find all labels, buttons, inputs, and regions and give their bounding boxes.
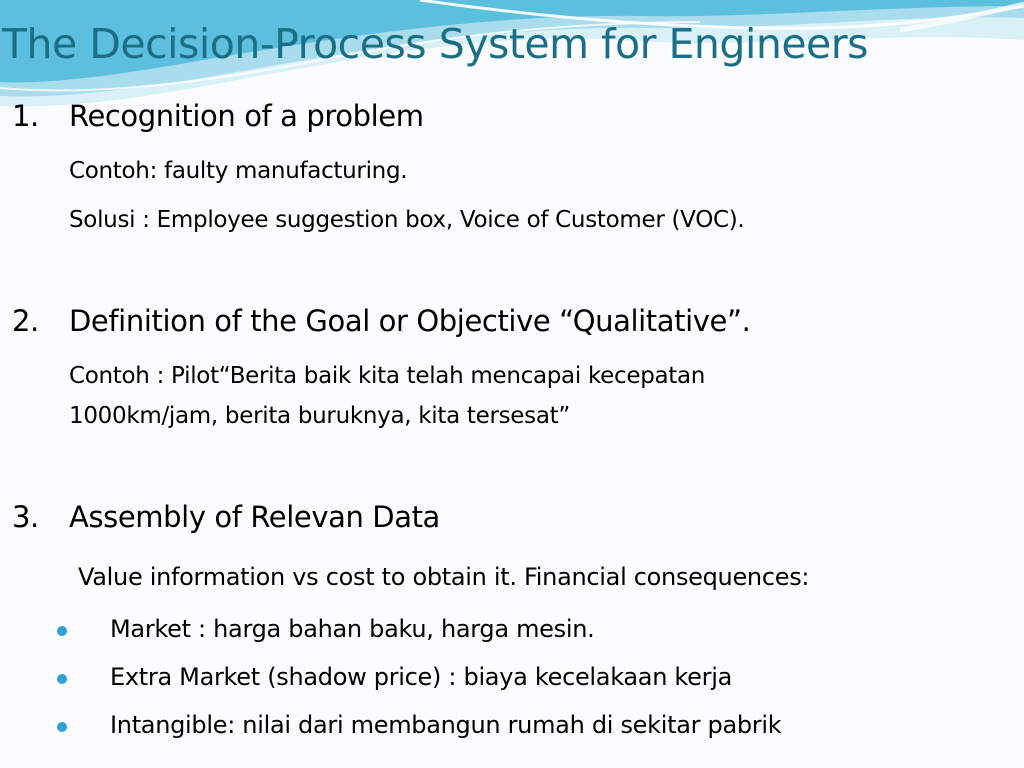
item-detail: Value information vs cost to obtain it. Financial consequences:	[78, 563, 810, 591]
item-detail: Contoh : Pilot“Berita baik kita telah mencapai kecepatan	[69, 363, 706, 389]
item-heading: Assembly of Relevan Data	[69, 500, 440, 534]
item-number: 3.	[12, 500, 39, 534]
item-heading: Recognition of a problem	[69, 99, 424, 133]
bullet-text: Intangible: nilai dari membangun rumah di sekitar pabrik	[110, 711, 782, 739]
item-detail: Contoh: faulty manufacturing.	[69, 158, 408, 184]
item-detail: 1000km/jam, berita buruknya, kita tersesat”	[69, 403, 570, 429]
item-heading: Definition of the Goal or Objective “Qualitative”.	[69, 304, 751, 338]
bullet-dot-icon	[57, 722, 67, 732]
item-number: 1.	[12, 99, 39, 133]
bullet-dot-icon	[57, 626, 67, 636]
bullet-text: Market : harga bahan baku, harga mesin.	[110, 615, 595, 643]
item-detail: Solusi : Employee suggestion box, Voice of Customer (VOC).	[69, 207, 745, 233]
slide-title: The Decision-Process System for Engineers	[2, 20, 868, 68]
bullet-text: Extra Market (shadow price) : biaya kecelakaan kerja	[110, 663, 732, 691]
item-number: 2.	[12, 304, 39, 338]
bullet-dot-icon	[57, 674, 67, 684]
